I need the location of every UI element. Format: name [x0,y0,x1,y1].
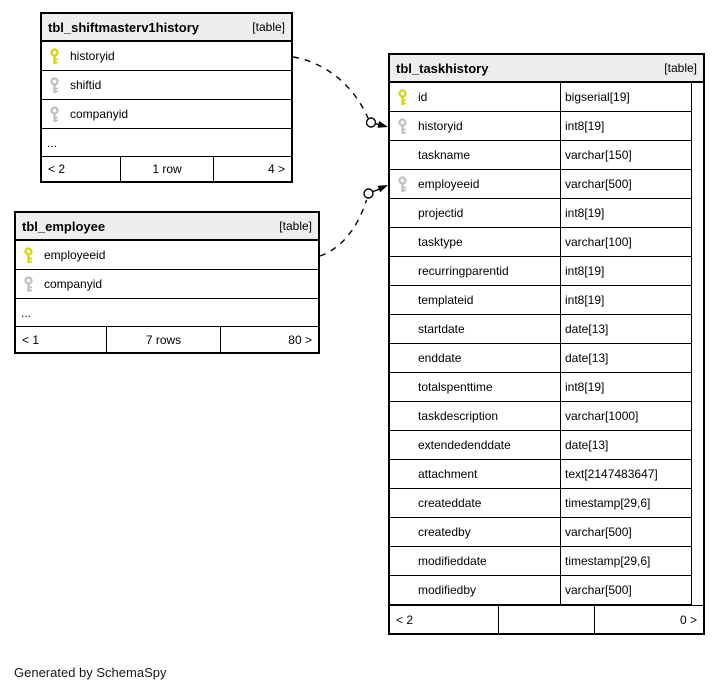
table-node-tbl_taskhistory[interactable] [388,53,705,635]
footer-parents-count: < 1 [22,332,40,347]
table-type-badge: [table] [279,219,312,233]
key-cell-empty [390,315,418,343]
key-cell [42,100,70,128]
edge-arrowhead-icon [377,185,388,192]
column-name: historyid [418,119,463,133]
key-cell-empty [390,228,418,256]
column-row [390,228,703,257]
table-title: tbl_taskhistory [396,60,489,76]
column-name: shiftid [70,78,102,92]
column-type-cell: timestamp[29,6] [560,489,691,518]
column-row [390,83,703,112]
edge-dashed-line [293,57,368,118]
generated-by-note: Generated by SchemaSpy [14,665,167,680]
column-type-cell: bigserial[19] [560,83,691,112]
column-name: createdby [418,525,471,539]
edge-circle-terminator [367,118,376,127]
column-name-cell [390,431,560,460]
column-row [42,42,291,71]
column-name-cell [390,344,560,373]
column-row [390,170,703,199]
edge-employee-to-taskhistory [320,185,388,256]
column-name: projectid [418,206,464,220]
column-row [390,344,703,373]
key-cell [390,83,418,111]
column-name-cell [390,83,560,112]
row-right-strip [691,112,703,141]
row-right-strip [691,373,703,402]
column-row [42,100,291,129]
column-name: taskname [418,148,471,162]
table-type-badge: [table] [664,61,697,75]
edge-arrowhead-icon [377,121,388,128]
key-cell-empty [390,518,418,546]
row-right-strip [691,199,703,228]
key-cell-empty [390,460,418,488]
edge-stub [373,189,379,191]
foreign-key-icon [49,77,60,94]
column-name: employeeid [418,177,480,191]
column-name-cell [390,257,560,286]
table-header [16,213,318,241]
column-name: templateid [418,293,474,307]
column-name-cell [390,489,560,518]
row-right-strip [691,315,703,344]
table-title: tbl_employee [22,218,106,234]
column-type-cell: timestamp[29,6] [560,547,691,576]
key-cell-empty [390,257,418,285]
column-name-cell [390,547,560,576]
column-row [42,71,291,100]
column-type-cell: date[13] [560,431,691,460]
column-name-cell [390,460,560,489]
key-cell-empty [390,489,418,517]
foreign-key-icon [49,106,60,123]
key-cell-empty [390,286,418,314]
table-header [390,55,703,83]
row-right-strip [691,228,703,257]
column-type-cell: date[13] [560,344,691,373]
foreign-key-icon [397,176,408,193]
column-type-cell: varchar[150] [560,141,691,170]
table-footer [16,327,318,352]
row-right-strip [691,460,703,489]
column-type-cell: varchar[1000] [560,402,691,431]
column-name: enddate [418,351,462,365]
column-row [390,460,703,489]
footer-parents-count: < 2 [396,612,414,627]
footer-row-count: 1 row [120,157,213,181]
column-name: extendedenddate [418,438,511,452]
column-type-cell: date[13] [560,315,691,344]
column-name: recurringparentid [418,264,509,278]
key-cell [390,112,418,140]
column-name: employeeid [44,248,106,262]
column-row [16,241,318,270]
column-type-cell: varchar[100] [560,228,691,257]
table-footer [42,157,291,181]
row-right-strip [691,141,703,170]
column-name-cell [390,518,560,547]
column-row [390,112,703,141]
edge-circle-terminator [364,189,373,198]
table-header [42,14,291,42]
column-name: startdate [418,322,465,336]
footer-children-count: 4 > [213,157,291,181]
foreign-key-icon [23,276,34,293]
key-cell-empty [390,547,418,575]
column-name: createddate [418,496,482,510]
row-right-strip [691,518,703,547]
column-name: companyid [44,277,103,291]
column-name-cell [390,315,560,344]
column-name-cell [390,170,560,199]
column-name-cell [390,373,560,402]
column-row [390,402,703,431]
footer-children-count: 0 > [594,606,703,633]
column-type-cell: varchar[500] [560,518,691,547]
column-row [390,141,703,170]
column-name-cell [390,141,560,170]
column-row [390,518,703,547]
column-name-cell [390,228,560,257]
column-name-cell [390,576,560,605]
column-type-cell: int8[19] [560,112,691,141]
footer-parents-count: < 2 [48,162,66,176]
key-cell-empty [390,576,418,604]
column-row [390,199,703,228]
key-cell-empty [390,344,418,372]
column-name-cell [390,199,560,228]
column-row [16,270,318,299]
column-row [390,315,703,344]
foreign-key-icon [397,118,408,135]
footer-row-count [498,606,594,633]
column-name: historyid [70,49,115,63]
column-name-cell [390,112,560,141]
column-row [390,489,703,518]
column-row [390,431,703,460]
column-name: id [418,90,428,104]
column-type-cell: int8[19] [560,286,691,315]
table-node-tbl_shiftmasterv1history[interactable] [40,12,293,183]
footer-children-count: 80 > [220,327,318,352]
table-footer [390,605,703,633]
column-name: modifiedby [418,583,477,597]
column-type-cell: int8[19] [560,373,691,402]
more-columns-ellipsis: ... [42,129,291,157]
row-right-strip [691,170,703,199]
key-cell [42,42,70,70]
key-cell-empty [390,431,418,459]
column-name-cell [390,286,560,315]
primary-key-icon [49,48,60,65]
key-cell [16,270,44,298]
column-type-cell: int8[19] [560,257,691,286]
key-cell-empty [390,141,418,169]
column-name: companyid [70,107,129,121]
column-type-cell: text[2147483647] [560,460,691,489]
column-row [390,547,703,576]
column-row [390,286,703,315]
primary-key-icon [23,247,34,264]
primary-key-icon [397,89,408,106]
row-right-strip [691,344,703,373]
table-type-badge: [table] [252,20,285,34]
column-row [390,576,703,605]
key-cell-empty [390,402,418,430]
table-title: tbl_shiftmasterv1history [48,19,199,35]
row-right-strip [691,576,703,605]
column-name: attachment [418,467,478,481]
key-cell [390,170,418,198]
row-right-strip [691,489,703,518]
key-cell [16,241,44,269]
row-right-strip [691,547,703,576]
key-cell [42,71,70,99]
column-type-cell: int8[19] [560,199,691,228]
row-right-strip [691,83,703,112]
edge-shiftmasterv1history-to-taskhistory [293,57,388,128]
column-row [390,373,703,402]
more-columns-ellipsis: ... [16,299,318,327]
row-right-strip [691,257,703,286]
column-name: taskdescription [418,409,499,423]
key-cell-empty [390,199,418,227]
column-row [390,257,703,286]
row-right-strip [691,286,703,315]
column-name: totalspenttime [418,380,493,394]
column-name: modifieddate [418,554,487,568]
column-type-cell: varchar[500] [560,576,691,605]
edge-stub [375,124,380,125]
row-right-strip [691,402,703,431]
row-right-strip [691,431,703,460]
edge-dashed-line [320,200,367,256]
column-name: tasktype [418,235,463,249]
column-type-cell: varchar[500] [560,170,691,199]
table-node-tbl_employee[interactable] [14,211,320,354]
footer-row-count: 7 rows [106,327,220,352]
column-name-cell [390,402,560,431]
key-cell-empty [390,373,418,401]
